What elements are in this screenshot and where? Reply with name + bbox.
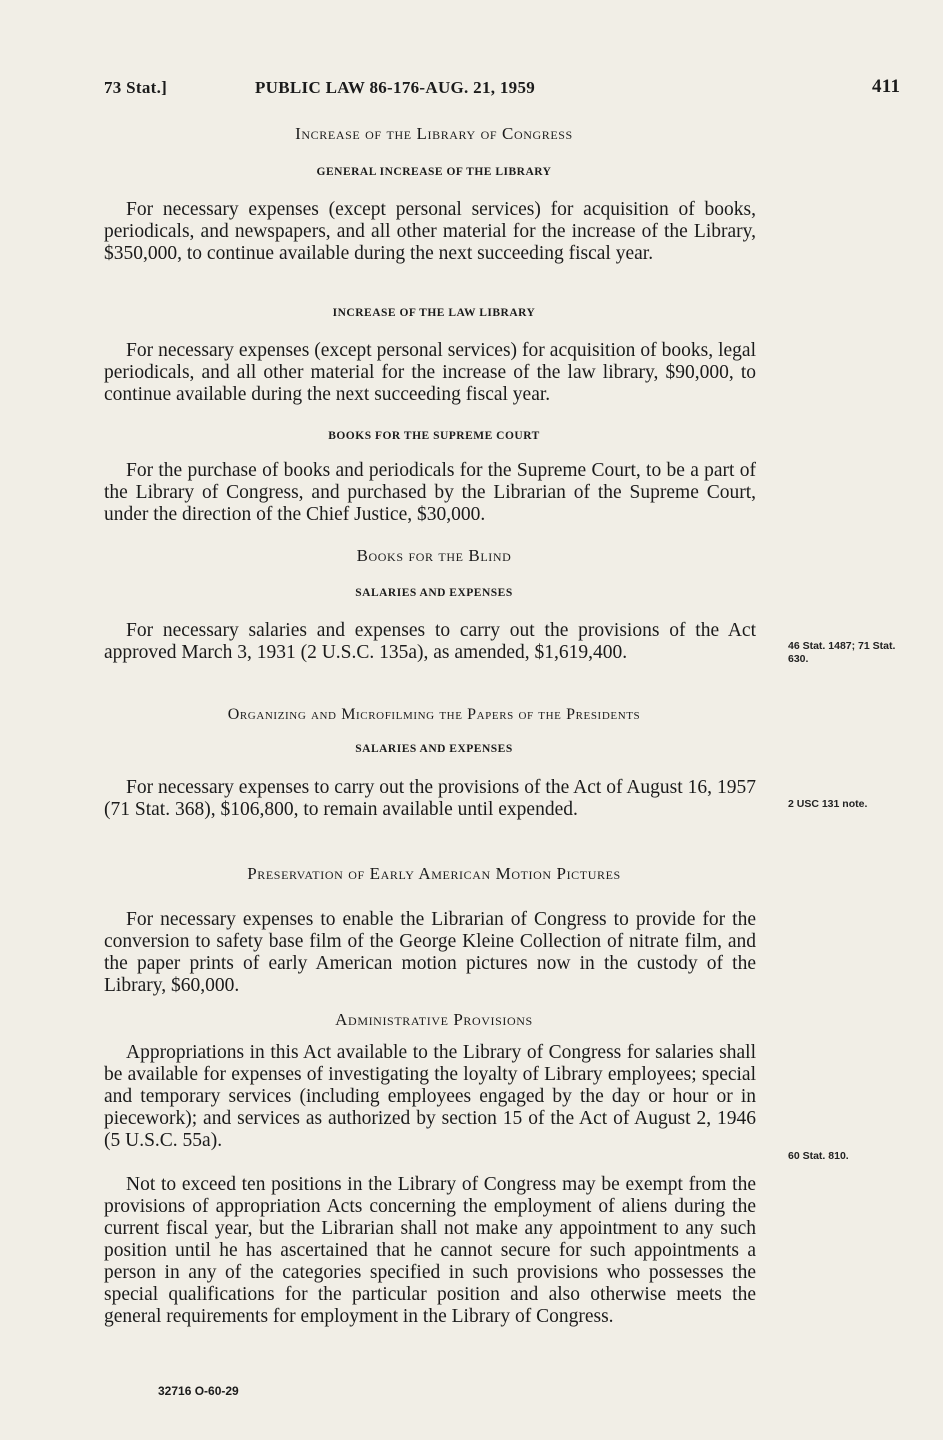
section-title-administrative: Administrative Provisions — [335, 1010, 533, 1029]
running-head-title: PUBLIC LAW 86-176-AUG. 21, 1959 — [255, 78, 536, 97]
subhead-papers-salaries: SALARIES AND EXPENSES — [355, 743, 513, 755]
subhead-supreme-court: BOOKS FOR THE SUPREME COURT — [328, 430, 540, 442]
section-title-papers: Organizing and Microfilming the Papers of the Presidents — [227, 706, 641, 723]
section-title-increase: Increase of the Library of Congress — [295, 124, 573, 143]
print-code: 32716 O-60-29 — [158, 1384, 239, 1398]
paragraph-general-increase: For necessary expenses (except personal services) for acquisition of books, periodicals, and newspapers, and all other material for the increase of the Library, $350,000, to continue available during the next succeeding fiscal year. — [104, 199, 756, 264]
paragraph-blind: For necessary salaries and expenses to carry out the provisions of the Act approved March 3, 1931 (2 U.S.C. 135a), as amended, $1,619,400. — [104, 620, 756, 663]
subhead-general-increase: GENERAL INCREASE OF THE LIBRARY — [316, 166, 552, 178]
paragraph-motion-pictures: For necessary expenses to enable the Librarian of Congress to provide for the conversion to safety base film of the George Kleine Collection of nitrate film, and the paper prints of early American motion pictures now in the custody of the Library, $60,000. — [104, 909, 756, 996]
paragraph-supreme-court: For the purchase of books and periodicals for the Supreme Court, to be a part of the Library of Congress, and purchased by the Librarian of the Supreme Court, under the direction of the Chief Justice, $30,000. — [104, 460, 756, 525]
margin-note-admin: 60 Stat. 810. — [788, 1150, 849, 1162]
subhead-blind-salaries: SALARIES AND EXPENSES — [355, 587, 513, 599]
section-title-motion-pictures: Preservation of Early American Motion Pictures — [247, 864, 621, 883]
paragraph-admin-loyalty: Appropriations in this Act available to the Library of Congress for salaries shall be available for expenses of investigating the loyalty of Library employees; special and temporary services (including employees engaged by the day or hour or in piecework); and services as authorized by section 15 of the Act of August 2, 1946 (5 U.S.C. 55a). — [104, 1042, 756, 1151]
paragraph-law-library: For necessary expenses (except personal services) for acquisition of books, legal periodicals, and all other material for the increase of the law library, $90,000, to continue available during the next succeeding fiscal year. — [104, 340, 756, 405]
margin-note-blind: 46 Stat. 1487; 71 Stat. 630. — [788, 640, 896, 665]
paragraph-admin-aliens: Not to exceed ten positions in the Library of Congress may be exempt from the provisions of appropriation Acts concerning the employment of aliens during the current fiscal year, but the Librarian shall not make any appointment to any such position until he has ascertained that he cannot secure for such appointments a person in any of the categories specified in such provisions who possesses the special qualifications for the particular position and also otherwise meets the general requirements for employment in the Library of Congress. — [104, 1174, 756, 1327]
running-head-stat: 73 Stat.] — [104, 78, 168, 97]
margin-note-papers: 2 USC 131 note. — [788, 798, 868, 810]
paragraph-papers: For necessary expenses to carry out the provisions of the Act of August 16, 1957 (71 Stat. 368), $106,800, to remain available until expended. — [104, 777, 756, 820]
subhead-law-library: INCREASE OF THE LAW LIBRARY — [332, 307, 536, 319]
section-title-blind: Books for the Blind — [356, 546, 512, 565]
page-number: 411 — [872, 76, 901, 97]
